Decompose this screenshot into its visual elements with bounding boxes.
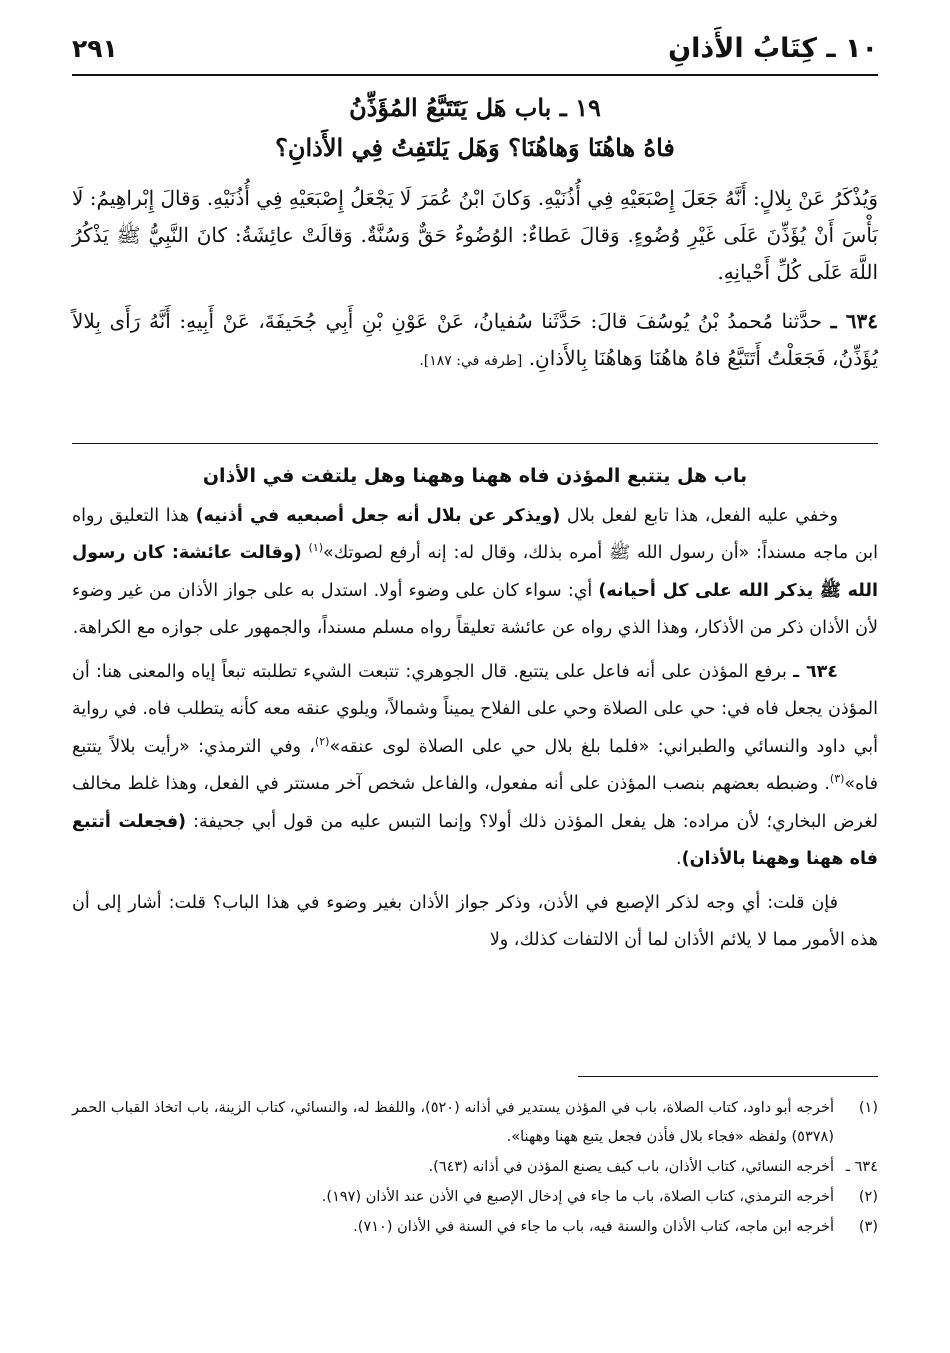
footnote [72, 1094, 878, 1152]
footnote-separator [578, 1076, 878, 1077]
commentary-text: . وضبطه بعضهم بنصب المؤذن على أنه مفعول، والفاعل شخص آخر مستتر في الفعل، وهذا غلط مخالف لغرض البخاري؛ لأن مراده: هل يفعل المؤذن ذلك أولا؟ وإنما التبس عليه من قول أبي جحيفة: [72, 774, 878, 832]
commentary-text: وخفي عليه الفعل، هذا تابع لفعل بلال [566, 505, 838, 526]
header-rule [72, 74, 878, 76]
footnote-number: ٦٣٤ ـ [845, 1159, 878, 1175]
commentary-paragraph [72, 654, 878, 879]
commentary-text: أي: سواء كان على وضوء أولا. استدل به على جواز الأذان من غير وضوء لأن الأذان ذكر من الأذكار، وهذا الذي رواه عن عائشة تعليقاً رواه مسلم مسنداً، والجمهور على جوازه مع الكراهة. [72, 580, 878, 638]
section-divider [72, 443, 878, 444]
hadith-number: ٦٣٤ ـ [793, 661, 838, 682]
footnote-ref[interactable]: (١) [308, 541, 324, 555]
tarf-reference: [طرفه في: ١٨٧]. [419, 353, 523, 369]
commentary [72, 458, 878, 960]
commentary-paragraph [72, 498, 878, 648]
footnote-text: أخرجه ابن ماجه، كتاب الأذان والسنة فيه، باب ما جاء في السنة في الأذان (٧١٠). [353, 1219, 834, 1235]
footnote-number: (٢) [858, 1189, 878, 1205]
page-number: ٢٩١ [72, 33, 118, 63]
hadith-paragraph [72, 303, 878, 380]
commentary-title: باب هل يتتبع المؤذن فاه ههنا وههنا وهل يلتفت في الأذان [202, 465, 748, 487]
footnote [72, 1213, 878, 1242]
main-text [72, 180, 878, 380]
commentary-text: . [676, 849, 682, 869]
chapter-heading [72, 88, 878, 168]
hadith-number: ٦٣٤ ـ [830, 309, 879, 333]
footnotes [72, 1094, 878, 1243]
footnote-ref[interactable]: (٢) [314, 734, 330, 748]
footnote-text: أخرجه الترمذي، كتاب الصلاة، باب ما جاء في إدخال الإصبع في الأذن عند الأذان (١٩٧). [321, 1189, 834, 1205]
commentary-text: برفع المؤذن على أنه فاعل على يتتبع. قال الجوهري: تتبعت الشيء تطلبته تبعاً إياه والمعنى هنا: أن المؤذن يجعل فاه في: حي على الصلاة وحي على الفلاح يميناً وشمالاً، ويلوي عنقه معه كأنه يتطلب فاه. في رواية أبي داود والنسائي والطبراني: «فلما بلغ بلال حي على الصلاة لوى عنقه» [72, 661, 878, 757]
commentary-text: ، وفي الترمذي: «رأيت بلالاً يتتبع فاه» [72, 736, 878, 794]
chapter-heading-line-2: فاهُ هاهُنَا وَهاهُنَا؟ وَهَل يَلتَفِتُ فِي الأَذانِ؟ [275, 133, 675, 162]
footnote [72, 1183, 878, 1212]
footnote-ref[interactable]: (٣) [829, 772, 845, 786]
page-header [72, 28, 878, 68]
footnote [72, 1153, 878, 1182]
commentary-text: هذا التعليق رواه ابن ماجه مسنداً: «أن رسول الله ﷺ أمره بذلك، وقال له: إنه أرفع لصوتك» [72, 505, 878, 563]
footnote-text: أخرجه النسائي، كتاب الأذان، باب كيف يصنع المؤذن في أذانه (٦٤٣). [428, 1159, 834, 1175]
hadith-text: حدَّثنا مُحمدُ بْنُ يُوسُفَ قالَ: حَدَّثَنا سُفيانُ، عَنْ عَوْنِ بْنِ أَبِي جُحَيفَةَ، عَنْ أَبِيهِ: أَنَّهُ رَأَى بِلالاً يُؤَذِّنُ، فَجَعَلْتُ أَتَتَبَّعُ فاهُ هاهُنَا وَهاهُنَا بِالأَذانِ. [72, 309, 878, 370]
footnote-number: (١) [858, 1100, 878, 1116]
quoted-text: (فجعلت أتتبع فاه ههنا وههنا بالأذان) [72, 811, 878, 869]
footnote-text: أخرجه أبو داود، كتاب الصلاة، باب في المؤذن يستدير في أذانه (٥٢٠)، واللفظ له، والنسائي، كتاب الزينة، باب اتخاذ القباب الحمر (٥٣٧٨) ولفظه «فجاء بلال فأذن فجعل يتبع ههنا وههنا». [72, 1100, 834, 1145]
matn-paragraph: وَيُذْكَرُ عَنْ بِلالٍ: أَنَّهُ جَعَلَ إِصْبَعَيْهِ فِي أُذُنَيْهِ. وَكانَ ابْنُ عُمَرَ لَا يَجْعَلُ إِصْبَعَيْهِ فِي أُذُنَيْهِ. وَقالَ إِبْراهِيمُ: لَا بَأْسَ أَنْ يُؤَذِّنَ عَلَى غَيْرِ وُضُوءٍ. وَقالَ عَطاءٌ: الوُضُوءُ حَقٌّ وَسُنَّةٌ. وَقالَتْ عائِشَةُ: كانَ النَّبِيُّ ﷺ يَذْكُرُ اللَّهَ عَلَى كُلِّ أَحْيانِهِ. [72, 186, 879, 284]
quoted-text: (ويذكر عن بلال أنه جعل أصبعيه في أذنيه) [195, 505, 561, 526]
chapter-heading-line-1: ١٩ ـ باب هَل يَتَتَبَّعُ المُؤَذِّنُ [349, 93, 601, 122]
commentary-paragraph: فإن قلت: أي وجه لذكر الإصبع في الأذن، وذكر جواز الأذان بغير وضوء في هذا الباب؟ قلت: أشار إلى أن هذه الأمور مما لا يلائم الأذان لما أن الالتفات كذلك، ولا [72, 892, 878, 950]
quoted-text: (وقالت عائشة: كان رسول الله ﷺ يذكر الله على كل أحيانه) [72, 543, 878, 601]
footnote-number: (٣) [858, 1219, 878, 1235]
running-chapter-title: ١٠ ـ كِتَابُ الأَذانِ [668, 32, 878, 64]
